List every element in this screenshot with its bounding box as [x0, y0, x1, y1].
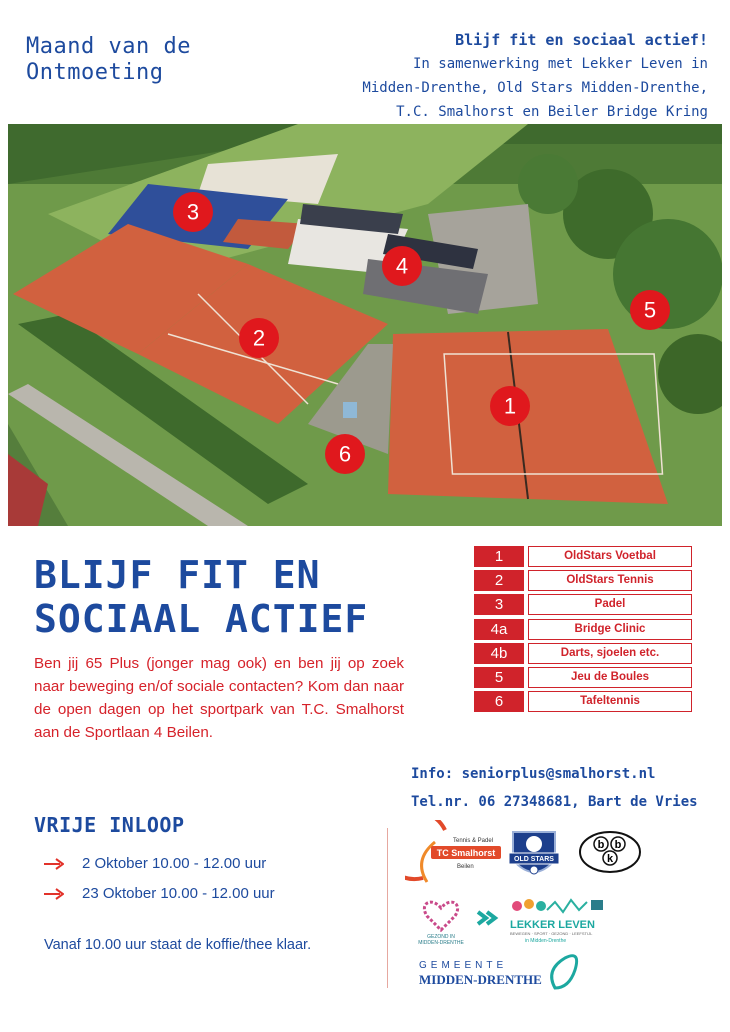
old-stars-logo: [509, 832, 559, 874]
partners-line1: In samenwerking met Lekker Leven in: [412, 56, 708, 72]
partner-logos: [405, 820, 715, 1000]
tc-line2: TC Smalhorst: [436, 848, 496, 858]
header-title-line1: Maand van de: [26, 34, 191, 59]
intro-text: Ben jij 65 Plus (jonger mag ook) en ben jij op zoek naar beweging en/of sociale contacten? Kom dan naar de open dagen op het sportpark van T.C. Smalhorst aan de Sportlaan 4 Beilen.: [34, 655, 404, 741]
photo-marker-label: 4: [395, 253, 409, 279]
legend-row: [474, 546, 692, 567]
photo-marker-label: 6: [338, 441, 352, 467]
tc-line1: Tennis & Padel: [453, 838, 494, 844]
legend-number: 4b: [474, 643, 524, 664]
schedule-date: [44, 885, 275, 902]
schedule-heading: VRIJE INLOOP: [34, 813, 185, 837]
arrow-right-icon: [44, 858, 64, 870]
legend-number: 4a: [474, 619, 524, 640]
photo-marker: [239, 318, 279, 358]
partners-line3: T.C. Smalhorst en Beiler Bridge Kring: [396, 104, 708, 120]
header-partners: [328, 28, 708, 124]
legend-number: 3: [474, 594, 524, 615]
legend-number: 6: [474, 691, 524, 712]
lekker-title: LEKKER LEVEN: [510, 919, 595, 931]
legend-number: 5: [474, 667, 524, 688]
tc-line3: Beilen: [457, 864, 474, 870]
contact-phone: Tel.nr. 06 27348681, Bart de Vries: [411, 794, 698, 810]
lekker-sub: BEWEGEN · SPORT · GEZOND · LEEFSTIJL: [510, 931, 593, 936]
legend-row: [474, 570, 692, 591]
photo-marker: [173, 192, 213, 232]
schedule-date-text: 23 Oktober 10.00 - 12.00 uur: [82, 885, 275, 902]
arrow-right-icon: [44, 888, 64, 900]
gezond-line2: MIDDEN-DRENTHE: [418, 940, 464, 946]
legend-row: [474, 667, 692, 688]
divider: [387, 828, 388, 988]
main-title-line1: BLIJF FIT EN: [34, 553, 321, 597]
gemeente-line1: GEMEENTE: [419, 960, 508, 971]
legend-label: Bridge Clinic: [528, 619, 692, 640]
legend-label: Jeu de Boules: [528, 667, 692, 688]
legend-label: OldStars Tennis: [528, 570, 692, 591]
legend-label: Darts, sjoelen etc.: [528, 643, 692, 664]
legend-row: [474, 619, 692, 640]
legend-label: Tafeltennis: [528, 691, 692, 712]
header-title: [26, 34, 191, 86]
chevron-right-icon: [478, 912, 495, 924]
gemeente-logo: [419, 956, 577, 988]
legend-row: [474, 643, 692, 664]
photo-marker: [630, 290, 670, 330]
legend-row: [474, 691, 692, 712]
photo-marker-label: 1: [503, 393, 517, 419]
header-tagline: Blijf fit en sociaal actief!: [455, 31, 708, 49]
legend-label: Padel: [528, 594, 692, 615]
lekker-place: in Midden-Drenthe: [525, 938, 567, 944]
photo-marker: [382, 246, 422, 286]
oldstars-text: OLD STARS: [514, 856, 554, 863]
photo-marker: [325, 434, 365, 474]
photo-marker-label: 5: [643, 297, 657, 323]
aerial-photo: [8, 124, 722, 526]
tc-smalhorst-logo: [405, 820, 501, 882]
lekker-leven-logo: [510, 899, 603, 944]
contact-info: [411, 760, 698, 816]
bbk-b1: b: [597, 839, 605, 851]
gemeente-line2: MIDDEN-DRENTHE: [419, 972, 542, 987]
main-title-line2: SOCIAAL ACTIEF: [34, 597, 369, 641]
gezond-logo: [418, 902, 464, 946]
gezond-line1: GEZOND IN: [427, 934, 455, 940]
bbk-logo: [580, 832, 640, 872]
schedule-date-text: 2 Oktober 10.00 - 12.00 uur: [82, 855, 267, 872]
photo-marker-label: 2: [252, 325, 266, 351]
schedule-date: [44, 855, 266, 872]
contact-email: Info: seniorplus@smalhorst.nl: [411, 766, 656, 782]
legend-number: 2: [474, 570, 524, 591]
legend-row: [474, 594, 692, 615]
photo-marker-label: 3: [186, 199, 200, 225]
coffee-note: Vanaf 10.00 uur staat de koffie/thee klaar.: [44, 937, 312, 953]
header-title-line2: Ontmoeting: [26, 60, 164, 85]
partners-line2: Midden-Drenthe, Old Stars Midden-Drenthe,: [362, 80, 708, 96]
activity-legend: [474, 546, 692, 715]
bbk-k: k: [606, 853, 614, 865]
bbk-b2: b: [614, 839, 622, 851]
legend-label: OldStars Voetbal: [528, 546, 692, 567]
main-title: [34, 553, 368, 641]
photo-marker: [490, 386, 530, 426]
legend-number: 1: [474, 546, 524, 567]
